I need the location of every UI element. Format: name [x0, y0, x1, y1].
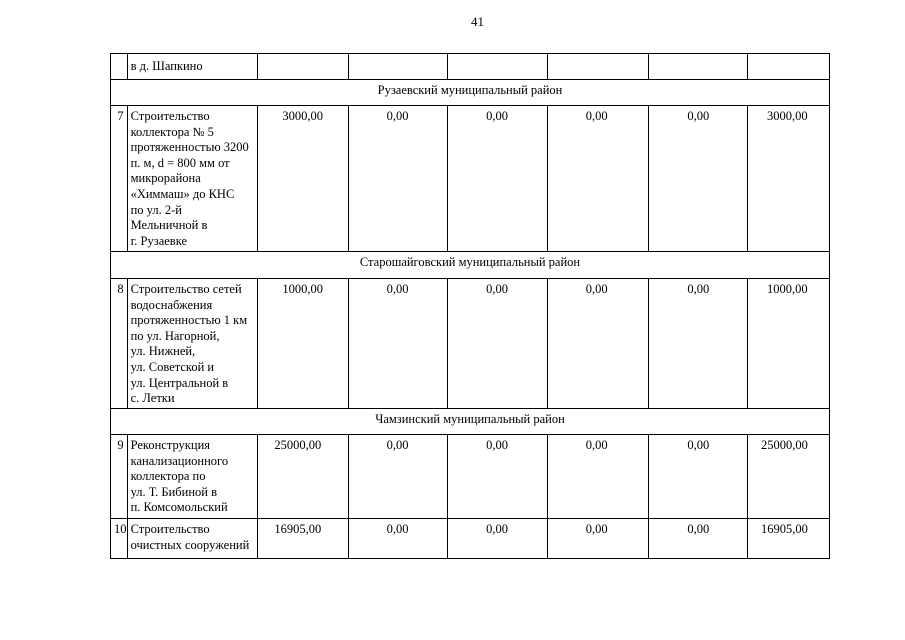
object-name-cell: Реконструкция канализационного коллектора по ул. Т. Бибиной в п. Комсомольский [127, 435, 258, 519]
amount-cell: 0,00 [448, 106, 548, 252]
amount-cell: 25000,00 [747, 435, 829, 519]
amount-cell: 0,00 [547, 435, 649, 519]
amount-cell: 0,00 [547, 106, 649, 252]
row-number: 7 [111, 106, 128, 252]
amount-cell: 0,00 [547, 519, 649, 559]
object-name-cell [127, 54, 258, 80]
amount-cell: 16905,00 [258, 519, 348, 559]
section-title: Старошайговский муниципальный район [111, 252, 830, 279]
table-row [111, 279, 830, 409]
table-row [111, 106, 830, 252]
amount-cell: 1000,00 [747, 279, 829, 409]
section-title: Рузаевский муниципальный район [111, 80, 830, 106]
section-header-row [111, 409, 830, 435]
section-header-row [111, 252, 830, 279]
amount-cell: 16905,00 [747, 519, 829, 559]
amount-cell: 0,00 [448, 519, 548, 559]
budget-table [110, 53, 830, 559]
row-number: 9 [111, 435, 128, 519]
amount-cell: 0,00 [649, 279, 748, 409]
object-name-cell: Строительство коллектора № 5 протяженностью 3200 п. м, d = 800 мм от микрорайона «Химмаш» до КНС по ул. 2-й Мельничной в г. Рузаевке [127, 106, 258, 252]
amount-cell: 25000,00 [258, 435, 348, 519]
amount-cell: 0,00 [348, 519, 448, 559]
row-number: 10 [111, 519, 128, 559]
row-number-cell [111, 54, 128, 80]
amount-cell: 0,00 [547, 279, 649, 409]
object-name: в д. Шапкино [130, 59, 203, 73]
amount-cell: 0,00 [649, 106, 748, 252]
amount-cell: 0,00 [348, 106, 448, 252]
amount-cell: 0,00 [448, 435, 548, 519]
object-name-cell: Строительство сетей водоснабжения протяженностью 1 км по ул. Нагорной, ул. Нижней, ул. Советской и ул. Центральной в с. Летки [127, 279, 258, 409]
section-header-row [111, 80, 830, 106]
amount-cell: 0,00 [348, 435, 448, 519]
object-name-cell: Строительство очистных сооружений [127, 519, 258, 559]
row-number: 8 [111, 279, 128, 409]
amount-cell: 0,00 [649, 435, 748, 519]
amount-cell: 1000,00 [258, 279, 348, 409]
table-row [111, 519, 830, 559]
amount-cell: 0,00 [649, 519, 748, 559]
amount-cell: 0,00 [348, 279, 448, 409]
page-number: 41 [471, 14, 484, 29]
amount-cell: 3000,00 [258, 106, 348, 252]
amount-cell: 0,00 [448, 279, 548, 409]
section-title: Чамзинский муниципальный район [111, 409, 830, 435]
table-row-carry-over [111, 54, 830, 80]
amount-cell: 3000,00 [747, 106, 829, 252]
table-row [111, 435, 830, 519]
